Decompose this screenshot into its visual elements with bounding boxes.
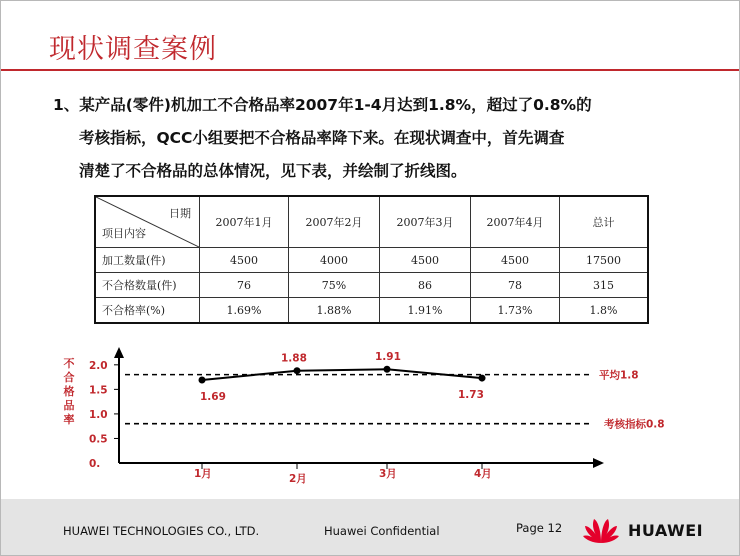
table-header-row — [95, 196, 648, 248]
y-axis-label-char: 不 — [63, 357, 75, 370]
y-axis-label-char: 品 — [63, 399, 75, 412]
x-axis-arrow — [593, 458, 604, 468]
table-cell: 76 — [200, 273, 289, 298]
defect-table — [94, 195, 649, 324]
data-point — [294, 367, 301, 374]
column-header: 2007年3月 — [380, 196, 471, 248]
body-text — [53, 89, 713, 188]
row-label: 加工数量(件) — [95, 248, 200, 273]
table-cell: 4000 — [289, 248, 380, 273]
table-row — [95, 273, 648, 298]
table-corner-cell — [95, 196, 200, 248]
y-tick-label: 1.0 — [89, 408, 108, 421]
row-label: 不合格数量(件) — [95, 273, 200, 298]
footer-page-number: Page 12 — [516, 521, 563, 535]
table-cell: 4500 — [471, 248, 560, 273]
x-tick-label: 3月 — [379, 468, 397, 480]
x-tick-label: 1月 — [194, 468, 212, 480]
x-tick-label: 2月 — [289, 473, 307, 485]
reference-line-label: 考核指标0.8 — [604, 418, 665, 431]
data-label: 1.88 — [281, 352, 307, 365]
body-line-3: 清楚了不合格品的总体情况，见下表，并绘制了折线图。 — [79, 162, 467, 180]
table-cell: 86 — [380, 273, 471, 298]
table-cell: 1.8% — [560, 298, 649, 324]
data-label: 1.69 — [200, 391, 226, 404]
table-cell: 315 — [560, 273, 649, 298]
footer-confidential: Huawei Confidential — [324, 524, 440, 538]
y-tick-label: 0.5 — [89, 433, 108, 446]
table-cell: 4500 — [200, 248, 289, 273]
x-tick-label: 4月 — [474, 468, 492, 480]
title-rule — [1, 69, 739, 71]
table-cell: 4500 — [380, 248, 471, 273]
column-header: 总计 — [560, 196, 649, 248]
table-row — [95, 298, 648, 324]
y-axis-label-char: 格 — [63, 385, 75, 398]
column-header: 2007年4月 — [471, 196, 560, 248]
corner-label-item: 项目内容 — [102, 227, 146, 240]
huawei-brand-text: HUAWEI — [628, 521, 704, 540]
column-header: 2007年1月 — [200, 196, 289, 248]
y-axis-arrow — [114, 347, 124, 358]
y-tick-label: 1.5 — [89, 384, 108, 397]
y-tick-label: 2.0 — [89, 359, 108, 372]
table-row — [95, 248, 648, 273]
table-cell: 75% — [289, 273, 380, 298]
data-label: 1.73 — [458, 389, 484, 402]
y-axis-label-char: 合 — [63, 371, 75, 384]
table-cell: 17500 — [560, 248, 649, 273]
column-header: 2007年2月 — [289, 196, 380, 248]
corner-label-date: 日期 — [169, 207, 191, 220]
table-cell: 1.88% — [289, 298, 380, 324]
reference-line-label: 平均1.8 — [599, 369, 639, 382]
defect-rate-line-chart — [59, 343, 679, 493]
table-cell: 1.91% — [380, 298, 471, 324]
data-label: 1.91 — [375, 351, 401, 364]
table-cell: 78 — [471, 273, 560, 298]
y-axis-label-char: 率 — [63, 413, 75, 426]
table-cell: 1.69% — [200, 298, 289, 324]
data-point — [479, 375, 486, 382]
data-point — [384, 366, 391, 373]
table-cell: 1.73% — [471, 298, 560, 324]
footer-company: HUAWEI TECHNOLOGIES CO., LTD. — [63, 524, 260, 538]
slide-title: 现状调查案例 — [49, 34, 217, 65]
row-label: 不合格率(%) — [95, 298, 200, 324]
y-tick-label: 0. — [89, 458, 101, 470]
body-line-1: 1、某产品(零件)机加工不合格品率2007年1-4月达到1.8%，超过了0.8%的 — [53, 96, 592, 114]
huawei-petal-logo-icon — [581, 515, 621, 545]
body-line-2: 考核指标，QCC小组要把不合格品率降下来。在现状调查中，首先调查 — [79, 129, 565, 147]
data-point — [199, 377, 206, 384]
